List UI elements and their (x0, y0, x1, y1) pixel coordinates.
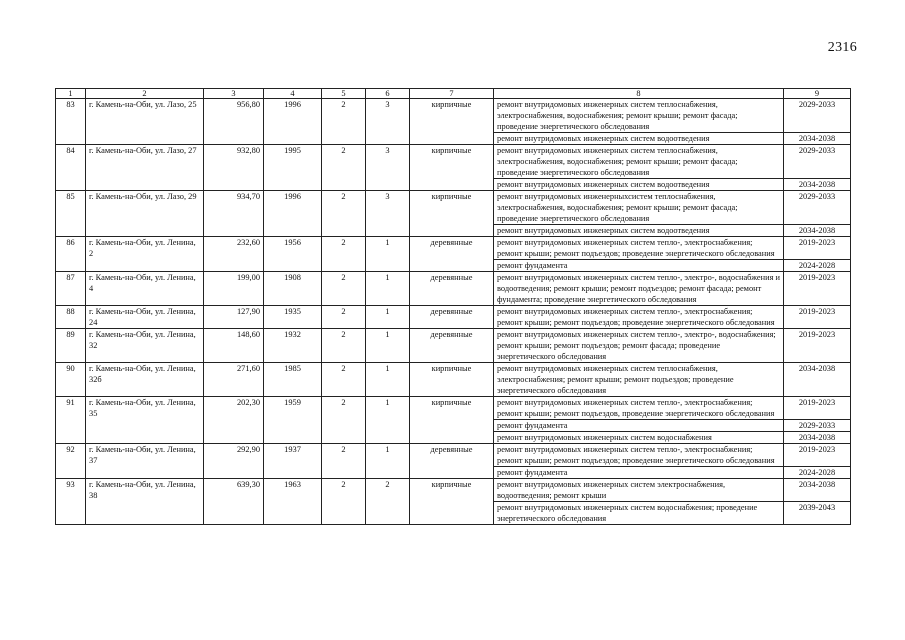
entrance-count: 3 (366, 145, 410, 191)
floor-count: 2 (322, 363, 366, 397)
repair-work-description: ремонт внутридомовых инженерных систем тепло-, электроснабжения; ремонт крыши; ремонт подъездов; проведение энергетического обследования (494, 306, 784, 329)
building-area: 148,60 (204, 329, 264, 363)
building-area: 639,30 (204, 479, 264, 525)
record-number: 86 (56, 237, 86, 272)
repair-period: 2019-2023 (784, 329, 851, 363)
record-number: 93 (56, 479, 86, 525)
wall-material: кирпичные (410, 363, 494, 397)
repair-work-description: ремонт внутридомовых инженерных систем теплоснабжения, электроснабжения, водоснабжения; ремонт крыши; ремонт фасада; проведение энергетического обследования (494, 99, 784, 133)
floor-count: 2 (322, 397, 366, 444)
column-header: 1 (56, 89, 86, 99)
repair-period: 2024-2028 (784, 260, 851, 272)
building-address: г. Камень-на-Оби, ул. Ленина, 37 (86, 444, 204, 479)
building-area: 202,30 (204, 397, 264, 444)
wall-material: кирпичные (410, 479, 494, 525)
wall-material: кирпичные (410, 397, 494, 444)
wall-material: деревянные (410, 329, 494, 363)
building-address: г. Камень-на-Оби, ул. Ленина, 24 (86, 306, 204, 329)
column-header: 6 (366, 89, 410, 99)
repair-work-description: ремонт внутридомовых инженерных систем тепло-, электро-, водоснабжения; ремонт крыши; ремонт подъездов; ремонт фасада; проведение энергетического обследования (494, 329, 784, 363)
column-header: 2 (86, 89, 204, 99)
construction-year: 1985 (264, 363, 322, 397)
entrance-count: 1 (366, 363, 410, 397)
entrance-count: 2 (366, 479, 410, 525)
entrance-count: 1 (366, 237, 410, 272)
column-header: 8 (494, 89, 784, 99)
construction-year: 1932 (264, 329, 322, 363)
record-number: 84 (56, 145, 86, 191)
construction-year: 1963 (264, 479, 322, 525)
table-row (56, 479, 851, 502)
column-header: 4 (264, 89, 322, 99)
record-number: 91 (56, 397, 86, 444)
entrance-count: 1 (366, 306, 410, 329)
repair-work-description: ремонт внутридомовых инженерных систем тепло-, электро-, водоснабжения и водоотведения; ремонт крыши; ремонт подъездов; ремонт фасада; ремонт фундамента; проведение энергетического обследования (494, 272, 784, 306)
repair-work-description: ремонт внутридомовых инженерных систем тепло-, электроснабжения; ремонт крыши; ремонт подъездов; проведение энергетического обследования (494, 444, 784, 467)
record-number: 88 (56, 306, 86, 329)
page-number: 2316 (827, 40, 857, 55)
repair-work-description: ремонт внутридомовых инженерных систем водоснабжения (494, 432, 784, 444)
repair-period: 2034-2038 (784, 179, 851, 191)
building-address: г. Камень-на-Оби, ул. Ленина, 32 (86, 329, 204, 363)
wall-material: деревянные (410, 237, 494, 272)
wall-material: кирпичные (410, 145, 494, 191)
record-number: 89 (56, 329, 86, 363)
repair-period: 2034-2038 (784, 225, 851, 237)
entrance-count: 3 (366, 99, 410, 145)
building-area: 271,60 (204, 363, 264, 397)
repair-period: 2039-2043 (784, 502, 851, 525)
repair-period: 2029-2033 (784, 145, 851, 179)
entrance-count: 1 (366, 329, 410, 363)
building-area: 199,00 (204, 272, 264, 306)
repair-period: 2034-2038 (784, 479, 851, 502)
floor-count: 2 (322, 444, 366, 479)
floor-count: 2 (322, 479, 366, 525)
floor-count: 2 (322, 272, 366, 306)
building-area: 127,90 (204, 306, 264, 329)
repair-period: 2019-2023 (784, 237, 851, 260)
table-row (56, 444, 851, 467)
record-number: 85 (56, 191, 86, 237)
building-address: г. Камень-на-Оби, ул. Ленина, 38 (86, 479, 204, 525)
repair-work-description: ремонт внутридомовых инженерных систем электроснабжения, водоотведения; ремонт крыши (494, 479, 784, 502)
floor-count: 2 (322, 99, 366, 145)
repair-period: 2029-2033 (784, 99, 851, 133)
repair-period: 2034-2038 (784, 432, 851, 444)
table-row (56, 329, 851, 363)
building-address: г. Камень-на-Оби, ул. Ленина, 32б (86, 363, 204, 397)
table-body (56, 99, 851, 525)
wall-material: деревянные (410, 306, 494, 329)
repair-work-description: ремонт внутридомовых инженерныхсистем теплоснабжения, электроснабжения, водоснабжения; ремонт крыши; ремонт фасада; проведение энергетического обследования (494, 191, 784, 225)
repair-work-description: ремонт фундамента (494, 467, 784, 479)
wall-material: кирпичные (410, 99, 494, 145)
construction-year: 1956 (264, 237, 322, 272)
wall-material: деревянные (410, 444, 494, 479)
column-header: 5 (322, 89, 366, 99)
column-header: 3 (204, 89, 264, 99)
repair-work-description: ремонт фундамента (494, 420, 784, 432)
record-number: 87 (56, 272, 86, 306)
floor-count: 2 (322, 191, 366, 237)
building-address: г. Камень-на-Оби, ул. Лазо, 29 (86, 191, 204, 237)
table-header-row (56, 89, 851, 99)
repair-work-description: ремонт внутридомовых инженерных систем водоотведения (494, 179, 784, 191)
table-row (56, 237, 851, 260)
capital-repair-table (55, 88, 851, 525)
table-row (56, 191, 851, 225)
record-number: 83 (56, 99, 86, 145)
construction-year: 1996 (264, 99, 322, 145)
building-address: г. Камень-на-Оби, ул. Ленина, 2 (86, 237, 204, 272)
column-header: 9 (784, 89, 851, 99)
repair-period: 2019-2023 (784, 306, 851, 329)
building-area: 934,70 (204, 191, 264, 237)
wall-material: деревянные (410, 272, 494, 306)
record-number: 90 (56, 363, 86, 397)
repair-work-description: ремонт внутридомовых инженерных систем теплоснабжения, электроснабжения; ремонт крыши; ремонт подъездов; проведение энергетического обследования (494, 363, 784, 397)
entrance-count: 3 (366, 191, 410, 237)
repair-work-description: ремонт внутридомовых инженерных систем водоотведения (494, 133, 784, 145)
table-row (56, 272, 851, 306)
table-row (56, 363, 851, 397)
table-row (56, 306, 851, 329)
repair-period: 2034-2038 (784, 363, 851, 397)
repair-period: 2034-2038 (784, 133, 851, 145)
building-area: 292,90 (204, 444, 264, 479)
floor-count: 2 (322, 329, 366, 363)
table-row (56, 397, 851, 420)
building-address: г. Камень-на-Оби, ул. Лазо, 25 (86, 99, 204, 145)
building-address: г. Камень-на-Оби, ул. Лазо, 27 (86, 145, 204, 191)
repair-work-description: ремонт внутридомовых инженерных систем водоотведения (494, 225, 784, 237)
repair-period: 2019-2023 (784, 444, 851, 467)
entrance-count: 1 (366, 397, 410, 444)
floor-count: 2 (322, 237, 366, 272)
building-area: 932,80 (204, 145, 264, 191)
repair-work-description: ремонт фундамента (494, 260, 784, 272)
repair-work-description: ремонт внутридомовых инженерных систем тепло-, электроснабжения; ремонт крыши; ремонт подъездов; проведение энергетического обследования (494, 237, 784, 260)
construction-year: 1995 (264, 145, 322, 191)
repair-period: 2019-2023 (784, 397, 851, 420)
building-area: 232,60 (204, 237, 264, 272)
record-number: 92 (56, 444, 86, 479)
building-address: г. Камень-на-Оби, ул. Ленина, 4 (86, 272, 204, 306)
column-header: 7 (410, 89, 494, 99)
repair-period: 2029-2033 (784, 191, 851, 225)
construction-year: 1996 (264, 191, 322, 237)
repair-work-description: ремонт внутридомовых инженерных систем теплоснабжения, электроснабжения, водоснабжения; ремонт крыши; ремонт фасада; проведение энергетического обследования (494, 145, 784, 179)
entrance-count: 1 (366, 272, 410, 306)
repair-period: 2019-2023 (784, 272, 851, 306)
table-row (56, 145, 851, 179)
table-row (56, 99, 851, 133)
floor-count: 2 (322, 306, 366, 329)
building-area: 956,80 (204, 99, 264, 145)
wall-material: кирпичные (410, 191, 494, 237)
construction-year: 1959 (264, 397, 322, 444)
floor-count: 2 (322, 145, 366, 191)
construction-year: 1908 (264, 272, 322, 306)
entrance-count: 1 (366, 444, 410, 479)
repair-work-description: ремонт внутридомовых инженерных систем водоснабжения; проведение энергетического обследования (494, 502, 784, 525)
repair-period: 2024-2028 (784, 467, 851, 479)
repair-period: 2029-2033 (784, 420, 851, 432)
construction-year: 1937 (264, 444, 322, 479)
building-address: г. Камень-на-Оби, ул. Ленина, 35 (86, 397, 204, 444)
construction-year: 1935 (264, 306, 322, 329)
repair-work-description: ремонт внутридомовых инженерных систем тепло-, электроснабжения; ремонт крыши; ремонт подъездов, проведение энергетического обследования (494, 397, 784, 420)
